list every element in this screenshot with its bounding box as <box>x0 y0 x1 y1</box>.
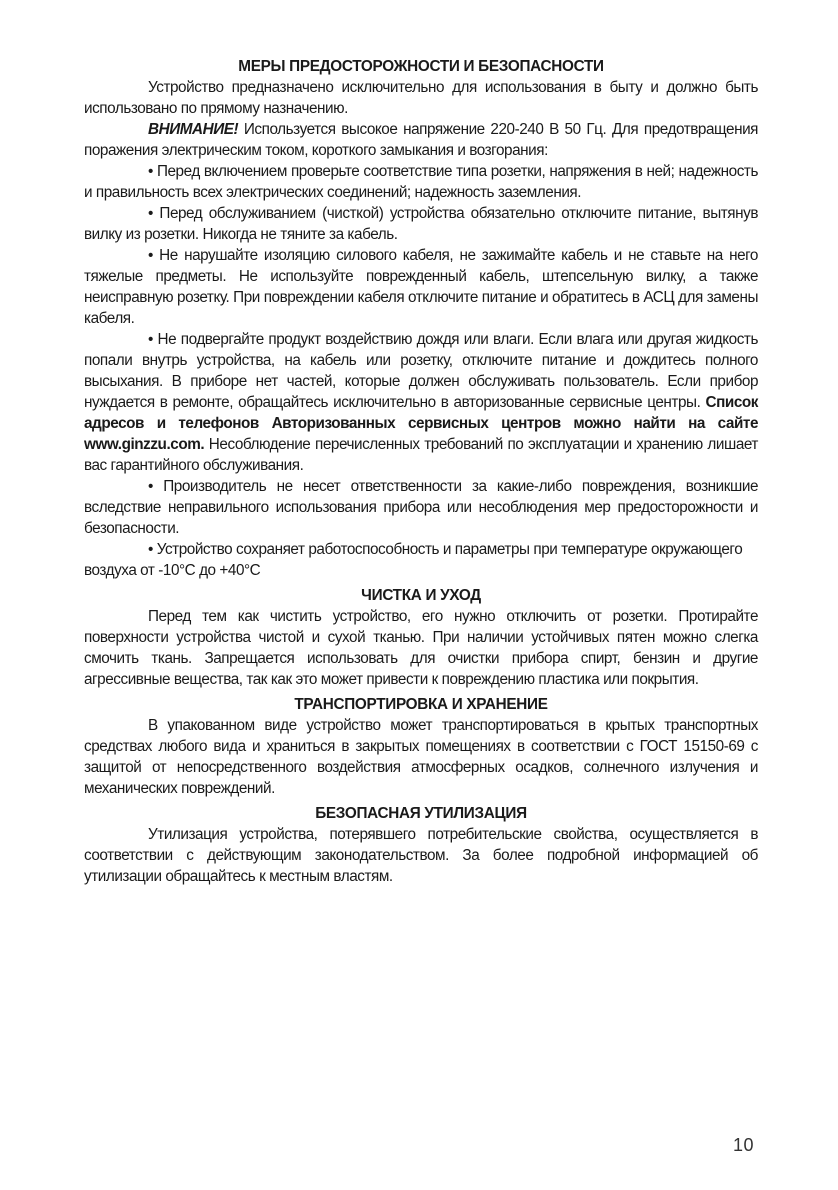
service-centers-note: Список адресов и телефонов Авторизованных сервисных центров можно найти на сайте www.ginzzu.com. <box>84 394 758 453</box>
safety-bullet-1: • Перед включением проверьте соответствие типа розетки, напряжения в ней; надежность и правильность всех электрических соединений; надежность заземления. <box>84 163 758 201</box>
bullet-4-text-start: • Не подвергайте продукт воздействию дождя или влаги. Если влага или другая жидкость попали внутрь устройства, на кабель или розетку, отключите питание и дождитесь полного высыхания. В приборе нет частей, которые должен обслуживать пользователь. Если прибор нуждается в ремонте, обращайтесь исключительно в авторизованные сервисные центры. <box>84 331 758 411</box>
page-number: 10 <box>733 1135 755 1155</box>
transport-paragraph: В упакованном виде устройство может транспортироваться в крытых транспортных средствах любого вида и храниться в закрытых помещениях в соответствии с ГОСТ 15150-69 с защитой от непосредственного воздействия атмосферных осадков, солнечного излучения и механических повреждений. <box>84 717 758 797</box>
safety-intro-paragraph: Устройство предназначено исключительно для использования в быту и должно быть использовано по прямому назначению. <box>84 79 758 117</box>
bullet-4-text-end: Несоблюдение перечисленных требований по эксплуатации и хранению лишает вас гарантийного обслуживания. <box>84 436 758 474</box>
document-page <box>84 50 758 887</box>
cleaning-paragraph: Перед тем как чистить устройство, его нужно отключить от розетки. Протирайте поверхности устройства чистой и сухой тканью. При наличии устойчивых пятен можно слегка смочить ткань. Запрещается использовать для очистки прибора спирт, бензин и другие агрессивные вещества, так как это может привести к повреждению пластика или покрытия. <box>84 608 758 688</box>
disposal-paragraph: Утилизация устройства, потерявшего потребительские свойства, осуществляется в соответствии с действующим законодательством. За более подробной информацией об утилизации обращайтесь к местным властям. <box>84 826 758 885</box>
safety-bullet-3: • Не нарушайте изоляцию силового кабеля, не зажимайте кабель и не ставьте на него тяжелые предметы. Не используйте поврежденный кабель, штепсельную вилку, а также неисправную розетку. При повреждении кабеля отключите питание и обратитесь в АСЦ для замены кабеля. <box>84 247 758 327</box>
disposal-heading: БЕЗОПАСНАЯ УТИЛИЗАЦИЯ <box>315 805 527 822</box>
cleaning-heading: ЧИСТКА И УХОД <box>361 587 481 604</box>
transport-heading: ТРАНСПОРТИРОВКА И ХРАНЕНИЕ <box>294 696 548 713</box>
safety-bullet-6: • Устройство сохраняет работоспособность и параметры при температуре окружающего воздуха от -10°С до +40°С <box>84 541 743 579</box>
safety-warning-paragraph <box>84 119 758 161</box>
safety-bullet-5: • Производитель не несет ответственности за какие-либо повреждения, возникшие вследствие неправильного использования прибора или несоблюдения мер предосторожности и безопасности. <box>84 478 758 537</box>
safety-bullet-2: • Перед обслуживанием (чисткой) устройства обязательно отключите питание, вытянув вилку из розетки. Никогда не тяните за кабель. <box>84 205 758 243</box>
safety-bullet-4 <box>84 329 758 476</box>
warning-text: Используется высокое напряжение 220-240 В 50 Гц. Для предотвращения поражения электрическим током, короткого замыкания и возгорания: <box>84 121 758 159</box>
safety-heading: МЕРЫ ПРЕДОСТОРОЖНОСТИ И БЕЗОПАСНОСТИ <box>238 58 604 75</box>
warning-label: ВНИМАНИЕ! <box>148 121 239 138</box>
